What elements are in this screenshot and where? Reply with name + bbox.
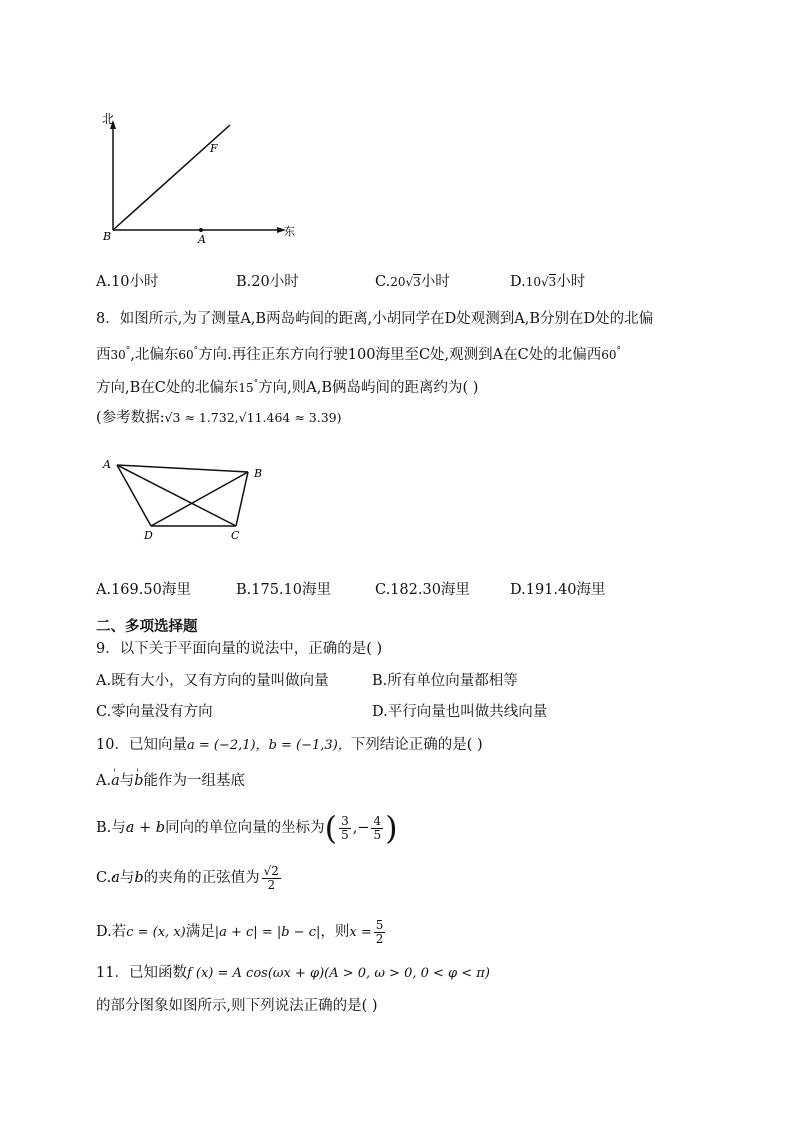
label-b: B	[103, 230, 112, 243]
label-a: A	[103, 458, 111, 471]
label-f: F	[210, 142, 218, 155]
q9-option-d: D.平行向量也叫做共线向量	[372, 704, 548, 720]
q10-option-a: A.' a与' b能作为一组基底	[96, 771, 245, 791]
q8-stem-line1: 8．如图所示,为了测量A,B两岛屿间的距离,小胡同学在D处观测到A,B分别在D处的北偏	[96, 311, 654, 327]
q11-stem-line2: 的部分图象如图所示,则下列说法正确的是( )	[96, 998, 378, 1014]
q7-option-b: B.20小时	[236, 274, 299, 290]
label-b: B	[254, 467, 263, 480]
q9-option-b: B.所有单位向量都相等	[372, 673, 518, 689]
label-a: A	[198, 233, 206, 246]
q8-option-d: D.191.40海里	[510, 582, 606, 598]
point-a	[199, 228, 203, 232]
q11-stem-line1: 11．已知函数f (x) = A cos(ωx + φ)(A > 0, ω > 0, 0 < φ < π)	[96, 965, 490, 981]
direction-figure	[100, 110, 310, 250]
q9-option-a: A.既有大小，又有方向的量叫做向量	[96, 673, 329, 689]
q10-option-c: C.' a与' b的夹角的正弦值为 $\frac{√2}{2}$	[96, 858, 283, 898]
q8-stem-line2: 西30°,北偏东60°方向.再往正东方向行驶100海里至C处,观测到A在C处的北偏西60°	[96, 346, 622, 363]
segment-cb	[236, 472, 248, 526]
q8-option-c: C.182.30海里	[375, 582, 470, 598]
q8-stem-line3: 方向,B在C处的北偏东15°方向,则A,B俩岛屿间的距离约为( )	[96, 379, 479, 396]
segment-ab	[117, 465, 248, 472]
q8-option-b: B.175.10海里	[236, 582, 332, 598]
q10-option-b: B.与' a + ' b同向的单位向量的坐标为( $\frac{3}{5}$ ,− $\frac{4}{5}$ )	[96, 808, 398, 848]
ray-bf	[113, 125, 230, 230]
label-north: 北	[102, 112, 115, 126]
section-heading: 二、多项选择题	[96, 619, 198, 635]
q7-option-a: A.10小时	[96, 274, 159, 290]
q9-stem: 9．以下关于平面向量的说法中，正确的是( )	[96, 641, 383, 657]
islands-figure	[100, 452, 280, 547]
q9-option-c: C.零向量没有方向	[96, 704, 213, 720]
q8-option-a: A.169.50海里	[96, 582, 191, 598]
q8-reference: (参考数据:√3 ≈ 1.732,√11.464 ≈ 3.39)	[96, 410, 342, 426]
q7-option-c: C.20√3小时	[375, 274, 450, 290]
label-d: D	[144, 529, 153, 542]
q7-option-d: D.10√3小时	[510, 274, 586, 290]
label-east: 东	[284, 225, 295, 238]
segment-db	[151, 472, 248, 526]
label-c: C	[231, 529, 240, 542]
q10-option-d: D.若c = (x, x)满足|a + c| = |b − c|，则x = $\frac{5}{2}$	[96, 917, 384, 946]
q10-stem: 10．已知向量a = (−2,1)，b = (−1,3)，下列结论正确的是( )	[96, 737, 483, 753]
